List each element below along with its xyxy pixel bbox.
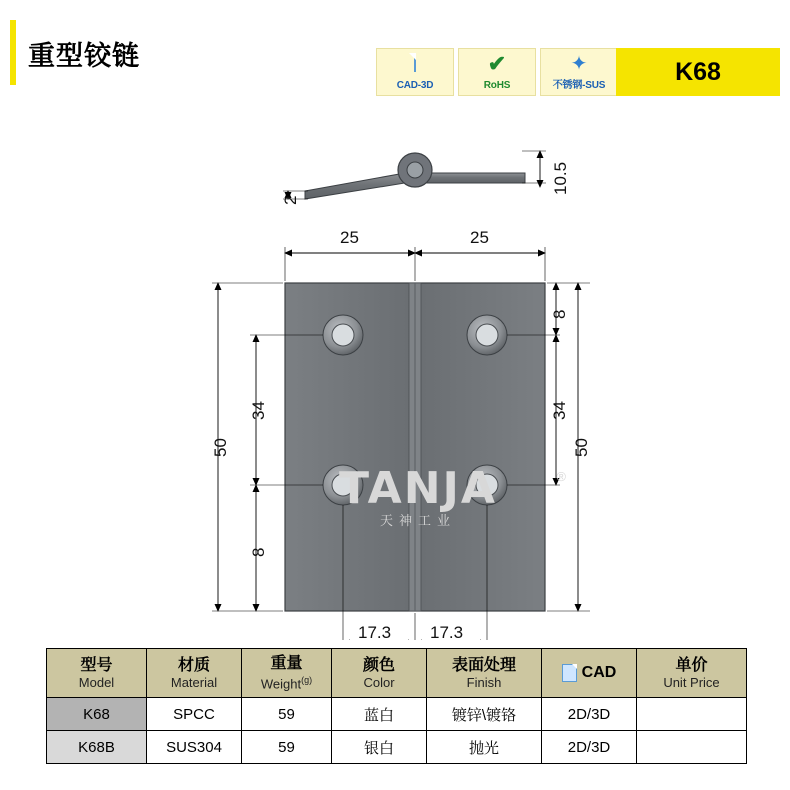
page-title: 重型铰链 xyxy=(28,41,140,71)
badge-stainless[interactable] xyxy=(540,48,618,96)
product-code: K68 xyxy=(675,57,721,86)
cell-color: 蓝白 xyxy=(332,698,427,731)
cell-color: 银白 xyxy=(332,731,427,764)
badge-group xyxy=(376,48,618,96)
front-view xyxy=(212,247,590,640)
dim-top-right-width: 25 xyxy=(470,228,489,247)
dim-left-total: 50 xyxy=(211,438,230,457)
table-header-row xyxy=(47,649,747,698)
col-header-finish: 表面处理 Finish xyxy=(427,649,542,698)
col-header-material: 材质 Material xyxy=(147,649,242,698)
dim-left-inner: 34 xyxy=(249,401,268,420)
badge-label: CAD-3D xyxy=(396,80,434,91)
document-icon xyxy=(562,664,577,682)
product-code-box xyxy=(616,48,780,96)
col-header-color: 颜色 Color xyxy=(332,649,427,698)
sparkle-icon: ✦ xyxy=(570,53,588,75)
badge-label: RoHS xyxy=(483,80,511,91)
side-view xyxy=(283,151,546,199)
cell-finish: 镀锌\镀铬 xyxy=(427,698,542,731)
watermark-brand: TANJA xyxy=(339,463,497,514)
document-icon xyxy=(414,54,416,72)
dim-right-hole-offset: 8 xyxy=(550,309,569,319)
table-row[interactable] xyxy=(47,698,747,731)
cell-material: SPCC xyxy=(147,698,242,731)
spec-table xyxy=(46,648,747,764)
badge-rohs[interactable] xyxy=(458,48,536,96)
col-header-weight: 重量 Weight$^{(g)}$ xyxy=(242,649,332,698)
badge-label: 不锈钢-SUS xyxy=(552,80,606,91)
cell-unit-price xyxy=(637,698,747,731)
watermark-subtitle: 天神工业 xyxy=(379,513,456,528)
page-header xyxy=(0,20,790,91)
col-header-unit-price: 单价 Unit Price xyxy=(637,649,747,698)
header-accent-bar xyxy=(10,20,16,85)
cell-weight: 59 xyxy=(242,698,332,731)
dim-side-thickness: 2 xyxy=(281,195,300,205)
dim-top-left-width: 25 xyxy=(340,228,359,247)
cell-finish: 抛光 xyxy=(427,731,542,764)
dim-side-height: 10.5 xyxy=(551,161,570,195)
cell-material: SUS304 xyxy=(147,731,242,764)
col-header-cad: CAD xyxy=(542,649,637,698)
dim-bottom-right: 17.3 xyxy=(430,623,464,642)
cell-model: K68B xyxy=(47,731,147,764)
cell-cad[interactable]: 2D/3D xyxy=(542,698,637,731)
spec-table-container xyxy=(46,648,746,764)
dim-right-inner: 34 xyxy=(550,401,569,420)
cell-cad[interactable]: 2D/3D xyxy=(542,731,637,764)
dim-right-total: 50 xyxy=(572,438,591,457)
cell-weight: 59 xyxy=(242,731,332,764)
cell-unit-price xyxy=(637,731,747,764)
dim-left-bottom-offset: 8 xyxy=(249,547,268,557)
technical-drawing xyxy=(0,95,790,640)
badge-cad-3d[interactable] xyxy=(376,48,454,96)
col-header-model: 型号 Model xyxy=(47,649,147,698)
check-icon: ✔ xyxy=(487,51,507,76)
drawing-svg xyxy=(0,95,790,640)
table-row[interactable] xyxy=(47,731,747,764)
dim-bottom-left: 17.3 xyxy=(358,623,392,642)
cell-model: K68 xyxy=(47,698,147,731)
registered-mark: ® xyxy=(556,469,566,484)
